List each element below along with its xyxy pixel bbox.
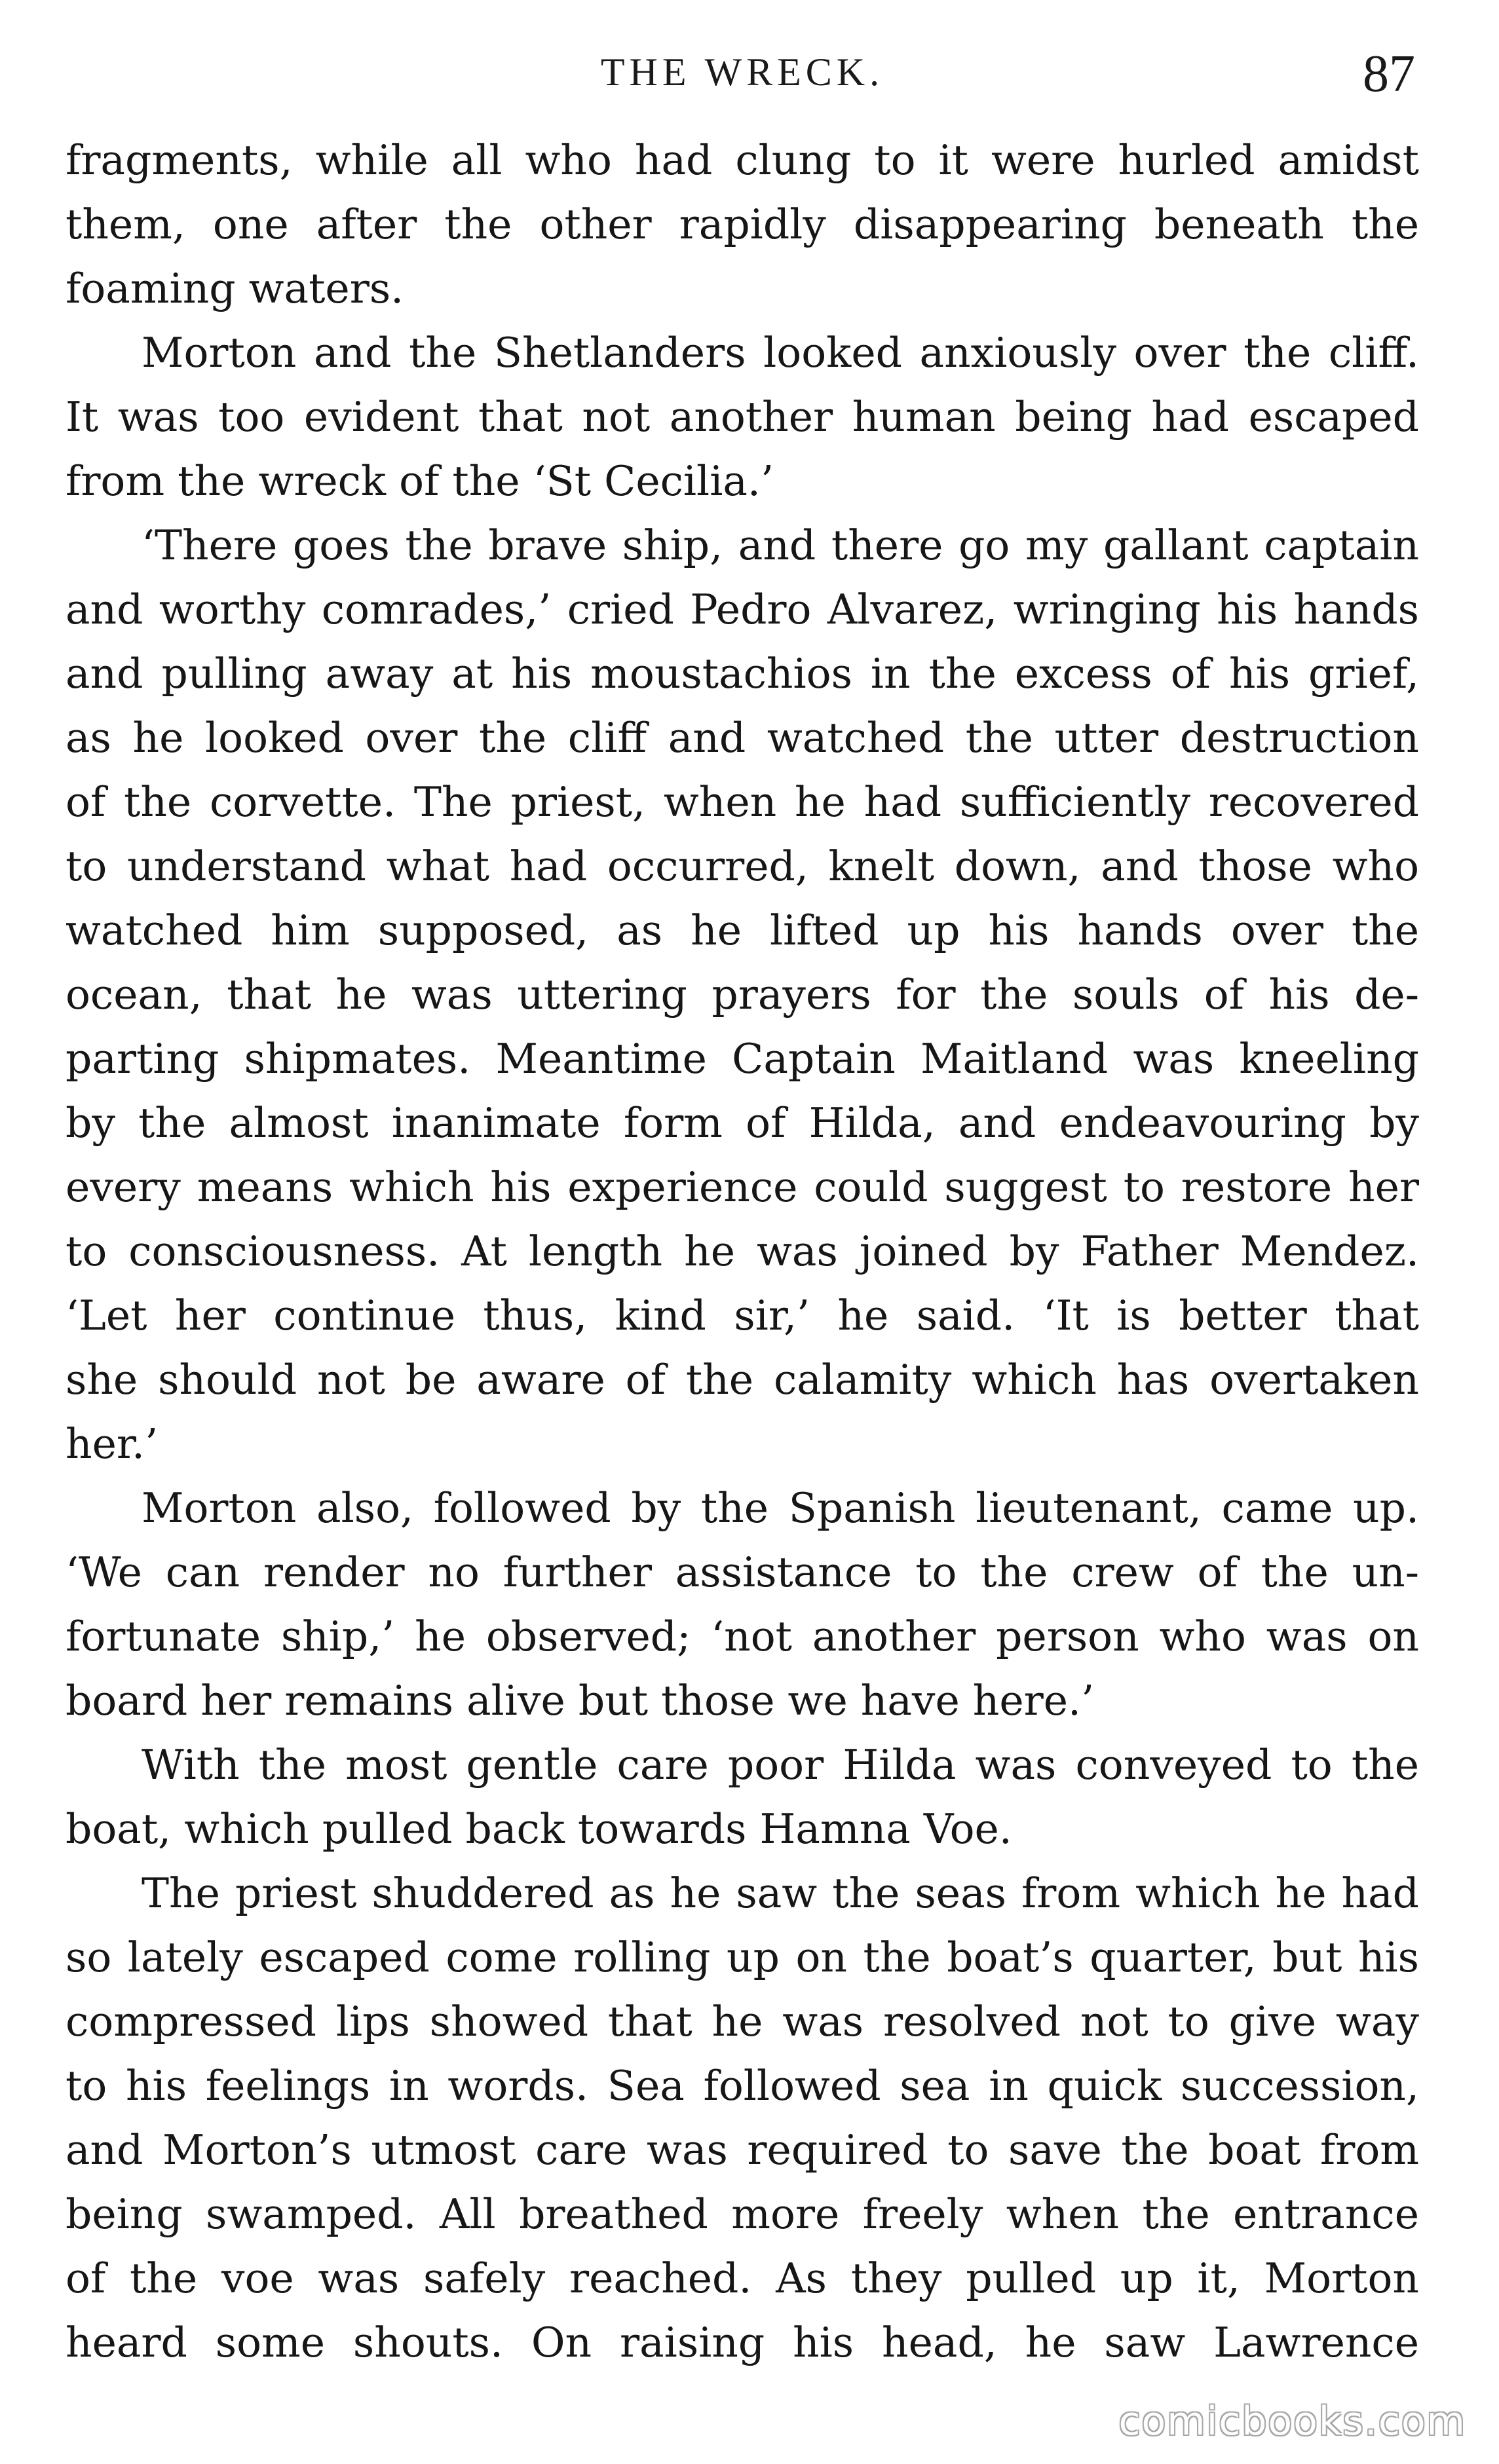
text-line: of the corvette. The priest, when he had sufficiently recovered (66, 778, 1419, 826)
text-line: from the wreck of the ‘St Cecilia.’ (66, 457, 774, 505)
text-line: watched him supposed, as he lifted up his hands over the (66, 906, 1419, 954)
text-line: them, one after the other rapidly disappearing beneath the (66, 200, 1419, 248)
body-text (66, 128, 1419, 2375)
text-line: her.’ (66, 1420, 159, 1468)
text-line: The priest shuddered as he saw the seas from which he had (142, 1869, 1419, 1917)
text-line: ocean, that he was uttering prayers for the souls of his de- (66, 971, 1419, 1018)
text-line: compressed lips showed that he was resolved not to give way (66, 1998, 1419, 2045)
text-line: parting shipmates. Meantime Captain Maitland was kneeling (66, 1035, 1419, 1083)
page-header (66, 38, 1419, 123)
watermark: comicbooks.com (1118, 2399, 1466, 2444)
text-line: With the most gentle care poor Hilda was conveyed to the (142, 1741, 1419, 1789)
text-line: fortunate ship,’ he observed; ‘not another person who was on (66, 1613, 1419, 1660)
text-line: every means which his experience could suggest to restore her (66, 1163, 1419, 1211)
text-line: by the almost inanimate form of Hilda, and endeavouring by (66, 1099, 1419, 1147)
text-line: as he looked over the cliff and watched the utter destruction (66, 714, 1419, 762)
text-line: she should not be aware of the calamity which has overtaken (66, 1356, 1419, 1404)
page-number: 87 (1363, 45, 1415, 103)
text-line: foaming waters. (66, 265, 404, 312)
text-line: being swamped. All breathed more freely when the entrance (66, 2190, 1419, 2238)
text-line: and pulling away at his moustachios in the excess of his grief, (66, 650, 1419, 698)
text-line: to his feelings in words. Sea followed sea in quick succession, (66, 2062, 1419, 2110)
text-line: fragments, while all who had clung to it were hurled amidst (66, 136, 1419, 184)
text-line: board her remains alive but those we have here.’ (66, 1677, 1095, 1725)
text-line: so lately escaped come rolling up on the boat’s quarter, but his (66, 1933, 1419, 1981)
running-title: THE WRECK. (600, 50, 884, 94)
text-line: of the voe was safely reached. As they pulled up it, Morton (66, 2254, 1419, 2302)
text-line: ‘There goes the brave ship, and there go my gallant captain (142, 521, 1419, 569)
text-line: ‘We can render no further assistance to the crew of the un- (66, 1548, 1419, 1596)
text-line: and worthy comrades,’ cried Pedro Alvarez, wringing his hands (66, 586, 1419, 633)
text-line: It was too evident that not another human being had escaped (66, 393, 1419, 441)
text-line: and Morton’s utmost care was required to save the boat from (66, 2126, 1419, 2174)
text-line: Morton also, followed by the Spanish lieutenant, came up. (142, 1484, 1419, 1532)
text-line: ‘Let her continue thus, kind sir,’ he said. ‘It is better that (66, 1292, 1419, 1339)
text-line: to consciousness. At length he was joined by Father Mendez. (66, 1227, 1419, 1275)
text-line: heard some shouts. On raising his head, he saw Lawrence (66, 2319, 1419, 2366)
text-line: boat, which pulled back towards Hamna Voe. (66, 1805, 1012, 1853)
text-line: Morton and the Shetlanders looked anxiously over the cliff. (142, 329, 1419, 377)
text-line: to understand what had occurred, knelt down, and those who (66, 842, 1419, 890)
